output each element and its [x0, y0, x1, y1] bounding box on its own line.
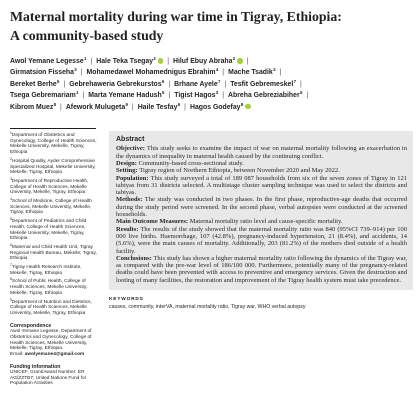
affiliation-text: Hospital Quality, Ayder Comprehensive Specialized Hospital, Mekelle University, Mekelle, Tigray, Ethiopia	[10, 158, 96, 176]
author	[10, 78, 60, 88]
author-affiliation-number: 2	[153, 56, 156, 61]
author-separator: |	[168, 92, 171, 100]
author	[65, 101, 128, 111]
author	[10, 101, 57, 111]
abstract-section	[116, 175, 407, 197]
author-affiliation-number: 5	[162, 90, 165, 96]
author-name: Tigist Hagos	[174, 92, 216, 100]
author-name: Mache Tsadik	[228, 69, 273, 77]
affiliation-number: 9	[10, 297, 12, 302]
author	[88, 92, 164, 99]
author-separator: |	[60, 103, 62, 111]
author-name: Brhane Ayele	[174, 80, 218, 88]
affiliation-text: Maternal and Child Health Unit, Tigray Regional Health Bureau, Mekelle, Tigray, Ethiopia	[10, 244, 97, 262]
author-affiliation-number: 7	[217, 78, 221, 84]
author-name: Tesfit Gebremeskel	[230, 80, 294, 88]
abstract-section-label: Results:	[116, 225, 141, 233]
affiliation-item	[10, 133, 98, 156]
author-name: Hale Teka Tsegay	[96, 58, 154, 65]
section-divider	[10, 128, 96, 129]
article-title	[10, 8, 412, 45]
article-title-line: Maternal mortality during war time in Tigray, Ethiopia:	[10, 9, 342, 24]
author-separator: |	[167, 58, 169, 65]
keywords-heading: KEYWORDS	[109, 297, 144, 303]
author-separator: |	[184, 103, 186, 111]
author-name: Afework Mulugeta	[65, 103, 126, 111]
affiliation-text: Department of Obstetrics and Gynecology, College of Health Sciences, Mekelle University, Mekelle, Tigray, Ethiopia	[10, 133, 97, 156]
correspondence-heading: Correspondence	[10, 322, 52, 329]
orcid-icon[interactable]	[158, 58, 163, 63]
affiliation-number: 5	[10, 217, 12, 222]
email-link[interactable]: awolyemane4@gmail.com	[24, 351, 85, 357]
author-line	[10, 79, 412, 90]
affiliation-item	[10, 199, 98, 216]
orcid-icon[interactable]	[237, 58, 242, 63]
author-separator: |	[82, 92, 85, 100]
author	[228, 92, 302, 99]
abstract-section-label: Setting:	[116, 167, 140, 175]
author-name: Hiluf Ebuy Abraha	[172, 58, 233, 65]
author-affiliation-number: 3	[273, 67, 276, 73]
affiliation-number: 2	[10, 156, 12, 161]
author-separator: |	[224, 80, 227, 88]
sidebar-notes	[10, 133, 98, 387]
author	[228, 69, 275, 76]
affiliation-number: 4	[10, 197, 12, 202]
abstract-section-text: The study was conducted in two phases. In the first phase, reproductive-age deaths that occurred during the study period were screened. In the second phase, verbal autopsies were conducted at the screened households.	[116, 196, 408, 219]
author-affiliation-number: 1	[83, 56, 87, 61]
abstract-section-text: Maternal mortality ratio level and cause-specific mortality.	[189, 218, 343, 226]
abstract-section-label: Main Outcome Measures:	[116, 218, 190, 226]
affiliation-item	[10, 176, 98, 196]
author-affiliation-number: 9	[125, 101, 128, 107]
affiliation-item	[10, 156, 98, 176]
author-separator: |	[300, 80, 302, 88]
article-title-line: A community-based study	[10, 27, 164, 43]
affiliation-number: 3	[10, 176, 12, 181]
author-affiliation-number: 5	[57, 78, 60, 84]
author-name: Tsega Gebremariam	[10, 92, 76, 100]
affiliation-number: 1	[10, 131, 12, 135]
abstract-section-text: This study seeks to examine the impact of war on maternal mortality following an exacerbation in the dynamics of inequality in maternal health caused by the continuing conflict.	[116, 145, 407, 160]
abstract-section	[116, 167, 407, 174]
abstract-section	[116, 196, 407, 218]
author-name: Hagos Godefay	[189, 103, 241, 111]
affiliation-number: 7	[10, 263, 12, 268]
author	[174, 78, 221, 88]
affiliation-number: 8	[10, 277, 12, 282]
abstract-section-text: The results of the study showed that the maternal mortality ratio was 840 (95%CI 739–914) per 100 000 live births. Haemorrhage, 107 (42.8%), pregnancy-induced hypertension, 21 (8.4%), and accidents, 14 (5.6%), were the main causes of mortality. Additionally, 203 (81.2%) of the mothers died outside of a health facility.	[116, 225, 407, 255]
author-line	[10, 102, 412, 113]
author-affiliation-number: 2	[232, 56, 236, 61]
author-name: Girmatsion Fisseha	[10, 69, 74, 77]
abstract-section	[116, 145, 407, 160]
author-affiliation-number: 8	[240, 101, 244, 107]
author-affiliation-number: 7	[293, 78, 297, 84]
author-affiliation-number: 4	[215, 67, 219, 73]
keywords-text: causes, community, interVA, maternal mortality ratio, Tigray war, WHO verbal autopsy	[109, 304, 306, 311]
author-line	[10, 67, 412, 78]
affiliation-item	[10, 242, 98, 262]
author-affiliation-number: 6	[161, 78, 165, 84]
affiliation-item	[10, 219, 98, 242]
author-affiliation-number: 5	[299, 90, 303, 96]
abstract-section-text: Tigray region of Northern Ethiopia, between November 2020 and May 2022.	[139, 167, 340, 175]
author-line	[10, 56, 412, 67]
abstract-column	[109, 131, 413, 311]
author-separator: |	[246, 58, 249, 65]
affiliation-number: 6	[10, 242, 12, 247]
author-separator: |	[306, 92, 309, 100]
author-separator: |	[90, 58, 93, 65]
author-separator: |	[63, 80, 66, 88]
abstract-section	[116, 226, 407, 255]
author	[173, 58, 243, 65]
abstract-section-text: This study surveyed a total of 189 087 households from six of the seven zones of Tigray in 121 tabiyas from 31 districts selected. A multistage cluster sampling technique was used to select the districts and tabiyas.	[116, 174, 407, 197]
abstract-section-label: Conclusions:	[116, 254, 154, 262]
orcid-icon[interactable]	[245, 104, 250, 109]
author-line	[10, 90, 412, 101]
author-affiliation-number: 8	[53, 101, 57, 107]
affiliation-text: Tigray Health Research Institute, Mekelle, Tigray, Ethiopia	[10, 265, 82, 276]
author-name: Awol Yemane Legesse	[10, 58, 84, 65]
author	[189, 101, 251, 111]
author	[10, 92, 79, 99]
affiliation-text: School of Medicine, College of Health Sciences, Mekelle University, Mekelle, Tigray, Ethiopia	[10, 199, 92, 216]
author-name: Gebrehaweria Gebrekurstos	[69, 80, 162, 88]
author-affiliation-number: 3	[74, 67, 77, 73]
email-label: Email:	[10, 351, 25, 357]
author-affiliation-number: 1	[76, 90, 79, 96]
author-separator: |	[222, 69, 225, 77]
abstract-section-text: Community-based cross-sectional study.	[138, 160, 244, 167]
author-name: Kibrom Muez	[10, 103, 54, 111]
author-affiliation-number: 3	[215, 90, 219, 96]
author-separator: |	[168, 80, 171, 88]
funding-text: UNICEF, Grant/Award Number: ER AG/ZZTB7; United Nations Fund for Population Activities	[10, 370, 87, 387]
correspondence-email-row	[10, 352, 98, 358]
affiliation-list	[10, 133, 98, 317]
author	[69, 78, 165, 88]
author	[174, 92, 218, 99]
author-affiliation-number: 6	[177, 101, 181, 107]
author	[10, 69, 77, 76]
author-separator: |	[80, 69, 83, 77]
funding-heading: Funding information	[10, 363, 61, 370]
author-separator: |	[222, 92, 225, 100]
affiliation-text: Department of Nutrition and Dietetics, College of Health Sciences, Mekelle University, Mekelle, Tigray, Ethiopia	[10, 299, 92, 316]
abstract-section-label: Design:	[116, 160, 139, 167]
affiliation-text: Department of Reproductive Health, College of Health Sciences, Mekelle University, Mekelle, Tigray, Ethiopia	[10, 178, 89, 196]
abstract-section	[116, 218, 407, 225]
abstract-heading: Abstract	[116, 136, 145, 143]
affiliation-item	[10, 279, 98, 296]
author-name: Mohamedawel Mohamednigus Ebrahim	[86, 69, 216, 77]
correspondence-text: Awol Yemane Legesse, Department of Obstetrics and Gynecology, College of Health Sciences, Mekelle University, Mekelle, Tigray, Ethiopia.	[10, 329, 92, 352]
affiliation-text: Department of Pediatrics and Child Health, College of Health Sciences, Mekelle University, Mekelle, Tigray, Ethiopia	[10, 219, 87, 242]
author-name: Bereket Berhe	[10, 80, 57, 88]
abstract-section	[116, 160, 407, 167]
author	[230, 78, 297, 88]
affiliation-item	[10, 265, 98, 276]
author-name: Abreha Gebreziabiher	[228, 92, 300, 100]
author-name: Haile Tesfay	[137, 103, 178, 111]
author	[87, 69, 219, 76]
author-name: Marta Yemane Hadush	[88, 92, 162, 100]
abstract-section	[116, 255, 407, 284]
abstract-section-label: Population:	[116, 174, 151, 182]
abstract-section-label: Objective:	[116, 145, 147, 153]
author	[137, 101, 181, 111]
abstract-section-label: Methods:	[116, 196, 145, 204]
author-separator: |	[131, 103, 134, 111]
abstract-box	[109, 131, 413, 290]
author-separator: |	[279, 69, 282, 77]
abstract-section-text: This study has shown a higher maternal mortality ratio following the dynamics of the Tigray war, as compared with the pre-war level of 186/100 000. Furthermore, potentially many of the pregnancy-related deaths could have been prevented with access to preventive and emergency services. Given the destruction and looting of many facilities, the restoration and improvement of the Tigray health system must take precedence.	[116, 254, 407, 284]
author-list	[10, 56, 412, 113]
author	[96, 58, 163, 65]
author	[10, 58, 86, 65]
affiliation-text: School of Public Health, College of Health Sciences, Mekelle University, Mekelle, Tigray, Ethiopia	[10, 279, 88, 296]
affiliation-item	[10, 297, 98, 317]
